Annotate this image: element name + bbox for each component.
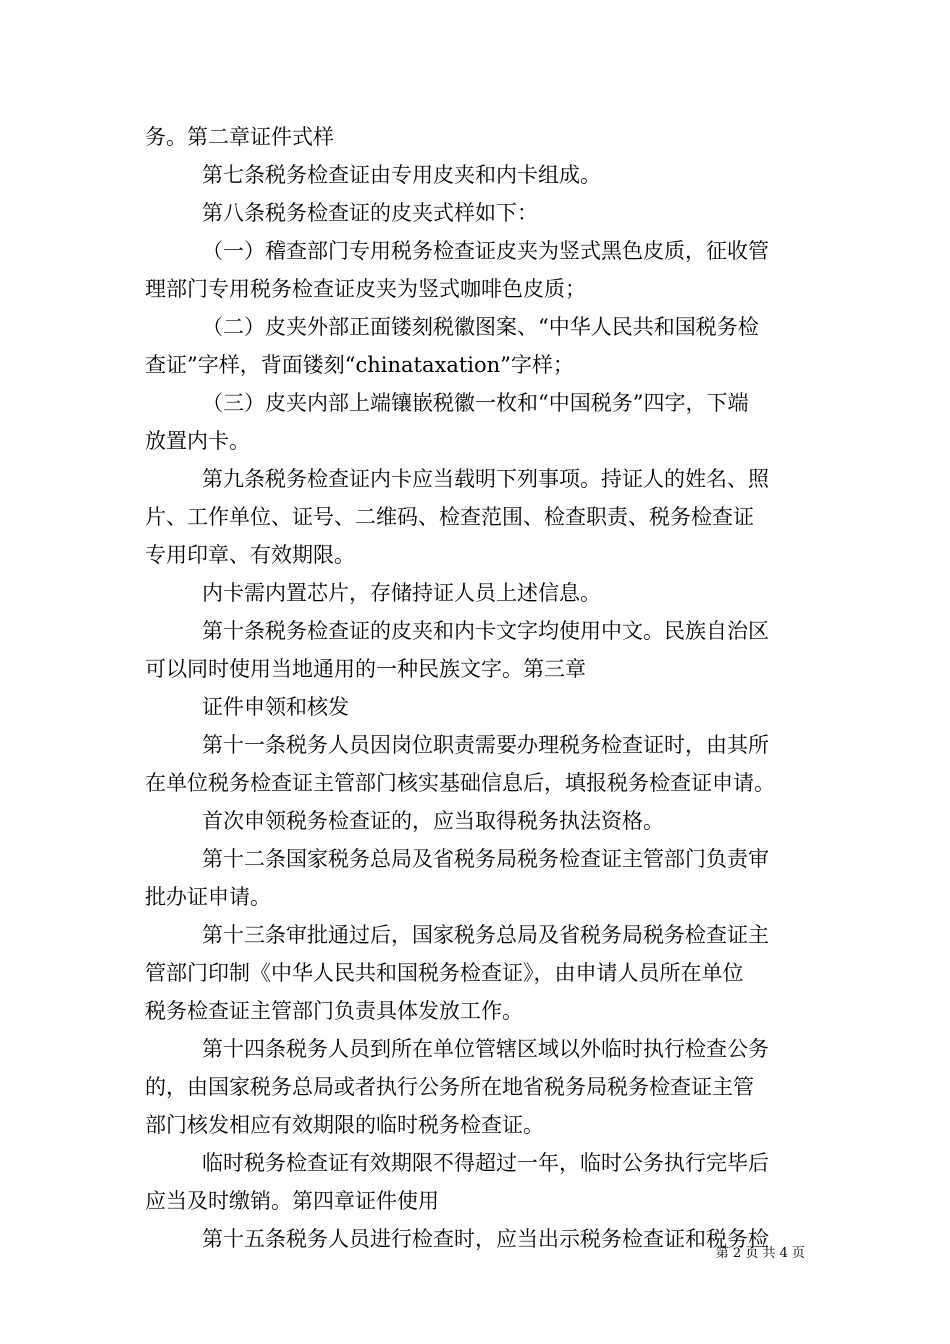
text-line: 税务检查证主管部门负责具体发放工作。 [145,999,523,1023]
text-line: 片、工作单位、证号、二维码、检查范围、检查职责、税务检查证 [145,505,754,529]
text-line: 理部门专用税务检查证皮夹为竖式咖啡色皮质； [145,277,586,301]
text-line: 证件申领和核发 [202,695,349,719]
text-line: 第十四条税务人员到所在单位管辖区域以外临时执行检查公务 [202,1037,769,1061]
text-line: 查证”字样，背面镂刻“chinataxation”字样； [145,353,574,377]
text-line: 首次申领税务检查证的，应当取得税务执法资格。 [202,809,664,833]
text-line: 第八条税务检查证的皮夹式样如下： [202,201,538,225]
text-line: 第十二条国家税务总局及省税务局税务检查证主管部门负责审 [202,847,769,871]
text-line: 务。第二章证件式样 [145,125,334,149]
text-line: 可以同时使用当地通用的一种民族文字。第三章 [145,657,586,681]
text-line: 部门核发相应有效期限的临时税务检查证。 [145,1113,544,1137]
text-line: 管部门印制《中华人民共和国税务检查证》，由申请人员所在单位 [145,961,744,985]
text-line: 在单位税务检查证主管部门核实基础信息后，填报税务检查证申请。 [145,771,775,795]
text-line: 内卡需内置芯片，存储持证人员上述信息。 [202,581,601,605]
text-line: 第十五条税务人员进行检查时，应当出示税务检查证和税务检 [202,1227,769,1251]
text-line: 应当及时缴销。第四章证件使用 [145,1189,439,1213]
text-line: 第十条税务检查证的皮夹和内卡文字均使用中文。民族自治区 [202,619,769,643]
text-line: 放置内卡。 [145,429,250,453]
text-line: 专用印章、有效期限。 [145,543,355,567]
text-line: 临时税务检查证有效期限不得超过一年，临时公务执行完毕后 [202,1151,769,1175]
text-line: 第十一条税务人员因岗位职责需要办理税务检查证时，由其所 [202,733,769,757]
text-line: （三）皮夹内部上端镶嵌税徽一枚和“中国税务”四字，下端 [202,391,749,415]
text-line: 第十三条审批通过后，国家税务总局及省税务局税务检查证主 [202,923,769,947]
document-body [145,118,810,1258]
text-line: 的，由国家税务总局或者执行公务所在地省税务局税务检查证主管 [145,1075,754,1099]
page-number-footer: 第 2 页 共 4 页 [715,1246,805,1261]
text-line: 批办证申请。 [145,885,271,909]
text-line: 第七条税务检查证由专用皮夹和内卡组成。 [202,163,601,187]
text-line: 第九条税务检查证内卡应当载明下列事项。持证人的姓名、照 [202,467,769,491]
text-line: （二）皮夹外部正面镂刻税徽图案、“中华人民共和国税务检 [202,315,759,339]
text-line: （一）稽查部门专用税务检查证皮夹为竖式黑色皮质，征收管 [202,239,769,263]
